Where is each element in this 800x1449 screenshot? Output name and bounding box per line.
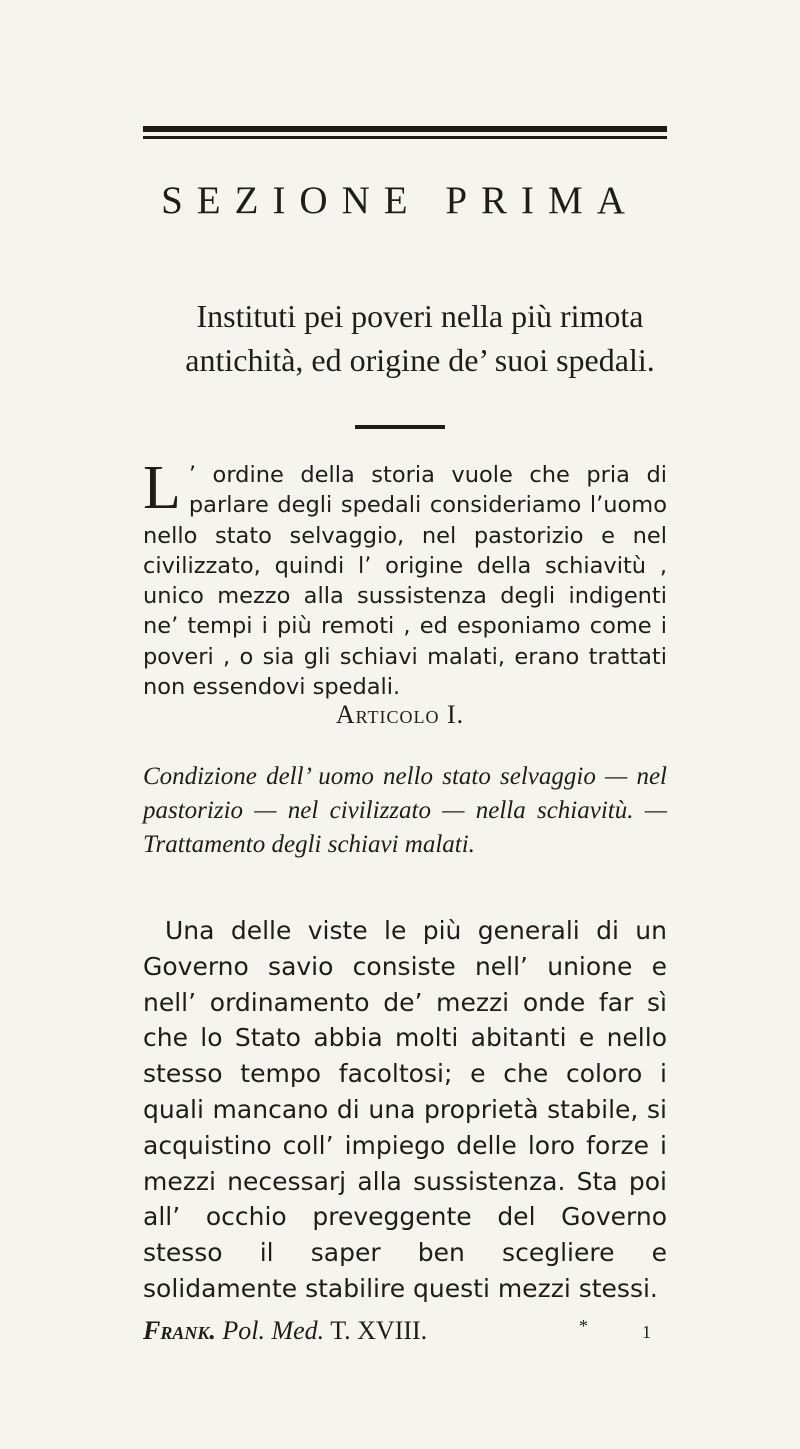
intro-paragraph bbox=[143, 454, 667, 702]
signature-mark: * bbox=[579, 1316, 588, 1336]
subtitle-line-1: Instituti pei poveri nella più rimota bbox=[196, 298, 644, 334]
footer-reference bbox=[143, 1316, 427, 1346]
chapter-subtitle bbox=[140, 294, 700, 382]
subtitle-line-2: antichità, ed origine de’ suoi spedali. bbox=[185, 342, 655, 378]
section-title: SEZIONE PRIMA bbox=[161, 179, 639, 222]
sheet-number: 1 bbox=[642, 1322, 651, 1342]
footer-volume: T. XVIII. bbox=[330, 1316, 428, 1345]
thin-rule bbox=[143, 136, 667, 139]
drop-cap: L bbox=[143, 454, 181, 522]
section-divider bbox=[355, 425, 445, 429]
article-summary: Condizione dell’ uomo nello stato selvaggio — nel pastorizio — nel civilizzato — nella schiavitù. — Trattamento degli schiavi malati. bbox=[143, 763, 667, 858]
thick-rule bbox=[143, 126, 667, 132]
footer-journal: Pol. Med. bbox=[222, 1316, 325, 1345]
article-heading: Articolo I. bbox=[335, 700, 465, 729]
header-double-rule bbox=[143, 126, 667, 142]
intro-text: ’ ordine della storia vuole che pria di parlare degli spedali consideriamo l’uomo nello stato selvaggio, nel pastorizio e nel civilizzato, quindi l’ origine della schiavitù , unico mezzo alla sussistenza degli indigenti ne’ tempi i più remoti , ed esponiamo come i poveri , o sia gli schiavi malati, erano trattati non essendovi spedali. bbox=[143, 462, 667, 701]
main-paragraph: Una delle viste le più generali di un Governo savio consiste nell’ unione e nell’ ordinamento de’ mezzi onde far sì che lo Stato abbia molti abitanti e nello stesso tempo facoltosi; e che coloro i quali mancano di una proprietà stabile, si acquistino coll’ impiego delle loro forze i mezzi necessarj alla sussistenza. Sta poi all’ occhio preveggente del Governo stesso il saper ben scegliere e solidamente stabilire questi mezzi stessi. bbox=[143, 916, 667, 1303]
footer-author: Frank. bbox=[143, 1316, 216, 1345]
page-footer bbox=[143, 1316, 667, 1350]
